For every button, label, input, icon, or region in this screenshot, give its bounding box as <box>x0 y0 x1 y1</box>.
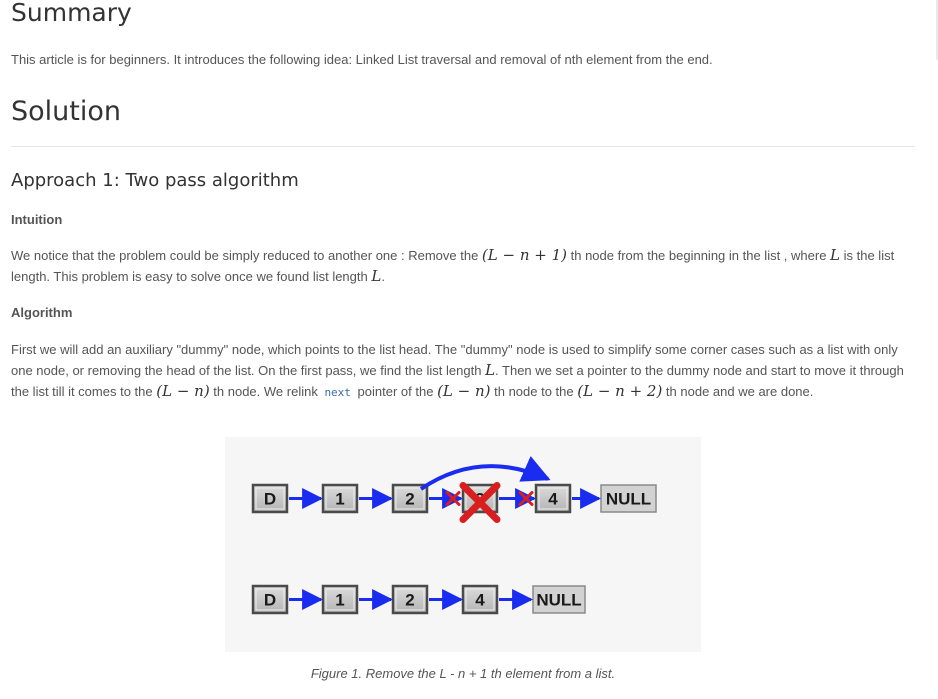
row2-node-2 <box>393 586 427 613</box>
math-expression: (L − n + 1) <box>481 246 567 264</box>
code-next: next <box>324 386 351 399</box>
math-expression: L <box>830 246 841 264</box>
row2-node-4 <box>533 586 585 613</box>
row1-node-label: 1 <box>335 489 345 509</box>
row1-node-label: NULL <box>605 489 652 509</box>
math-expression: (L − n) <box>437 382 491 400</box>
math-expression: L <box>485 361 496 379</box>
figure-caption: Figure 1. Remove the L - n + 1 th element from a list. <box>310 666 616 681</box>
row2-node-3 <box>463 586 497 613</box>
approach-heading: Approach 1: Two pass algorithm <box>11 170 299 191</box>
algorithm-text-3: th node. We relink <box>209 384 322 399</box>
intuition-text-4: . <box>381 269 385 284</box>
algorithm-paragraph <box>11 339 915 403</box>
algorithm-text-2: . Then we set a pointer to the dummy node and start to move it through the list till it comes to the <box>11 363 904 399</box>
intuition-text-3: is the list length. This problem is easy to solve once we found list length <box>11 248 895 284</box>
intuition-paragraph <box>11 245 915 287</box>
row2-node-0 <box>253 586 287 613</box>
linked-list-diagram <box>225 437 701 652</box>
section-divider <box>11 146 915 147</box>
intuition-heading: Intuition <box>11 212 63 227</box>
math-expression: (L − n + 2) <box>577 382 663 400</box>
linked-list-figure <box>225 437 701 652</box>
algorithm-text-5: th node to the <box>490 384 578 399</box>
row1-node-1 <box>323 485 357 512</box>
row1-node-label: 4 <box>548 489 558 509</box>
row2-node-label: 1 <box>335 590 345 610</box>
intuition-text-1: We notice that the problem could be simply reduced to another one : Remove the <box>11 248 482 263</box>
row1-node-label: 2 <box>405 489 415 509</box>
math-expression: L <box>371 267 382 285</box>
row1-node-0 <box>253 485 287 512</box>
row2-node-label: 4 <box>475 590 485 610</box>
row2-node-label: NULL <box>536 590 582 610</box>
row2-node-label: D <box>263 590 277 610</box>
row1-node-label: D <box>263 489 277 509</box>
row1-node-4 <box>536 485 570 512</box>
row1-node-5 <box>601 485 656 512</box>
algorithm-text-6: th node and we are done. <box>662 384 814 399</box>
math-expression: (L − n) <box>156 382 210 400</box>
solution-heading: Solution <box>11 96 121 127</box>
algorithm-heading: Algorithm <box>11 305 73 320</box>
summary-text: This article is for beginners. It introduces the following idea: Linked List traversal and removal of nth element from the end. <box>11 52 713 67</box>
summary-heading: Summary <box>11 0 132 27</box>
row2-node-label: 2 <box>405 590 415 610</box>
algorithm-text-4: pointer of the <box>353 384 438 399</box>
algorithm-text-1: First we will add an auxiliary "dummy" node, which points to the list head. The "dummy" node is used to simplify some corner cases such as a list with only one node, or removing the head of the list. On the first pass, we find the list length <box>11 342 898 378</box>
row2-node-1 <box>323 586 357 613</box>
intuition-text-2: th node from the beginning in the list , where <box>567 248 831 263</box>
